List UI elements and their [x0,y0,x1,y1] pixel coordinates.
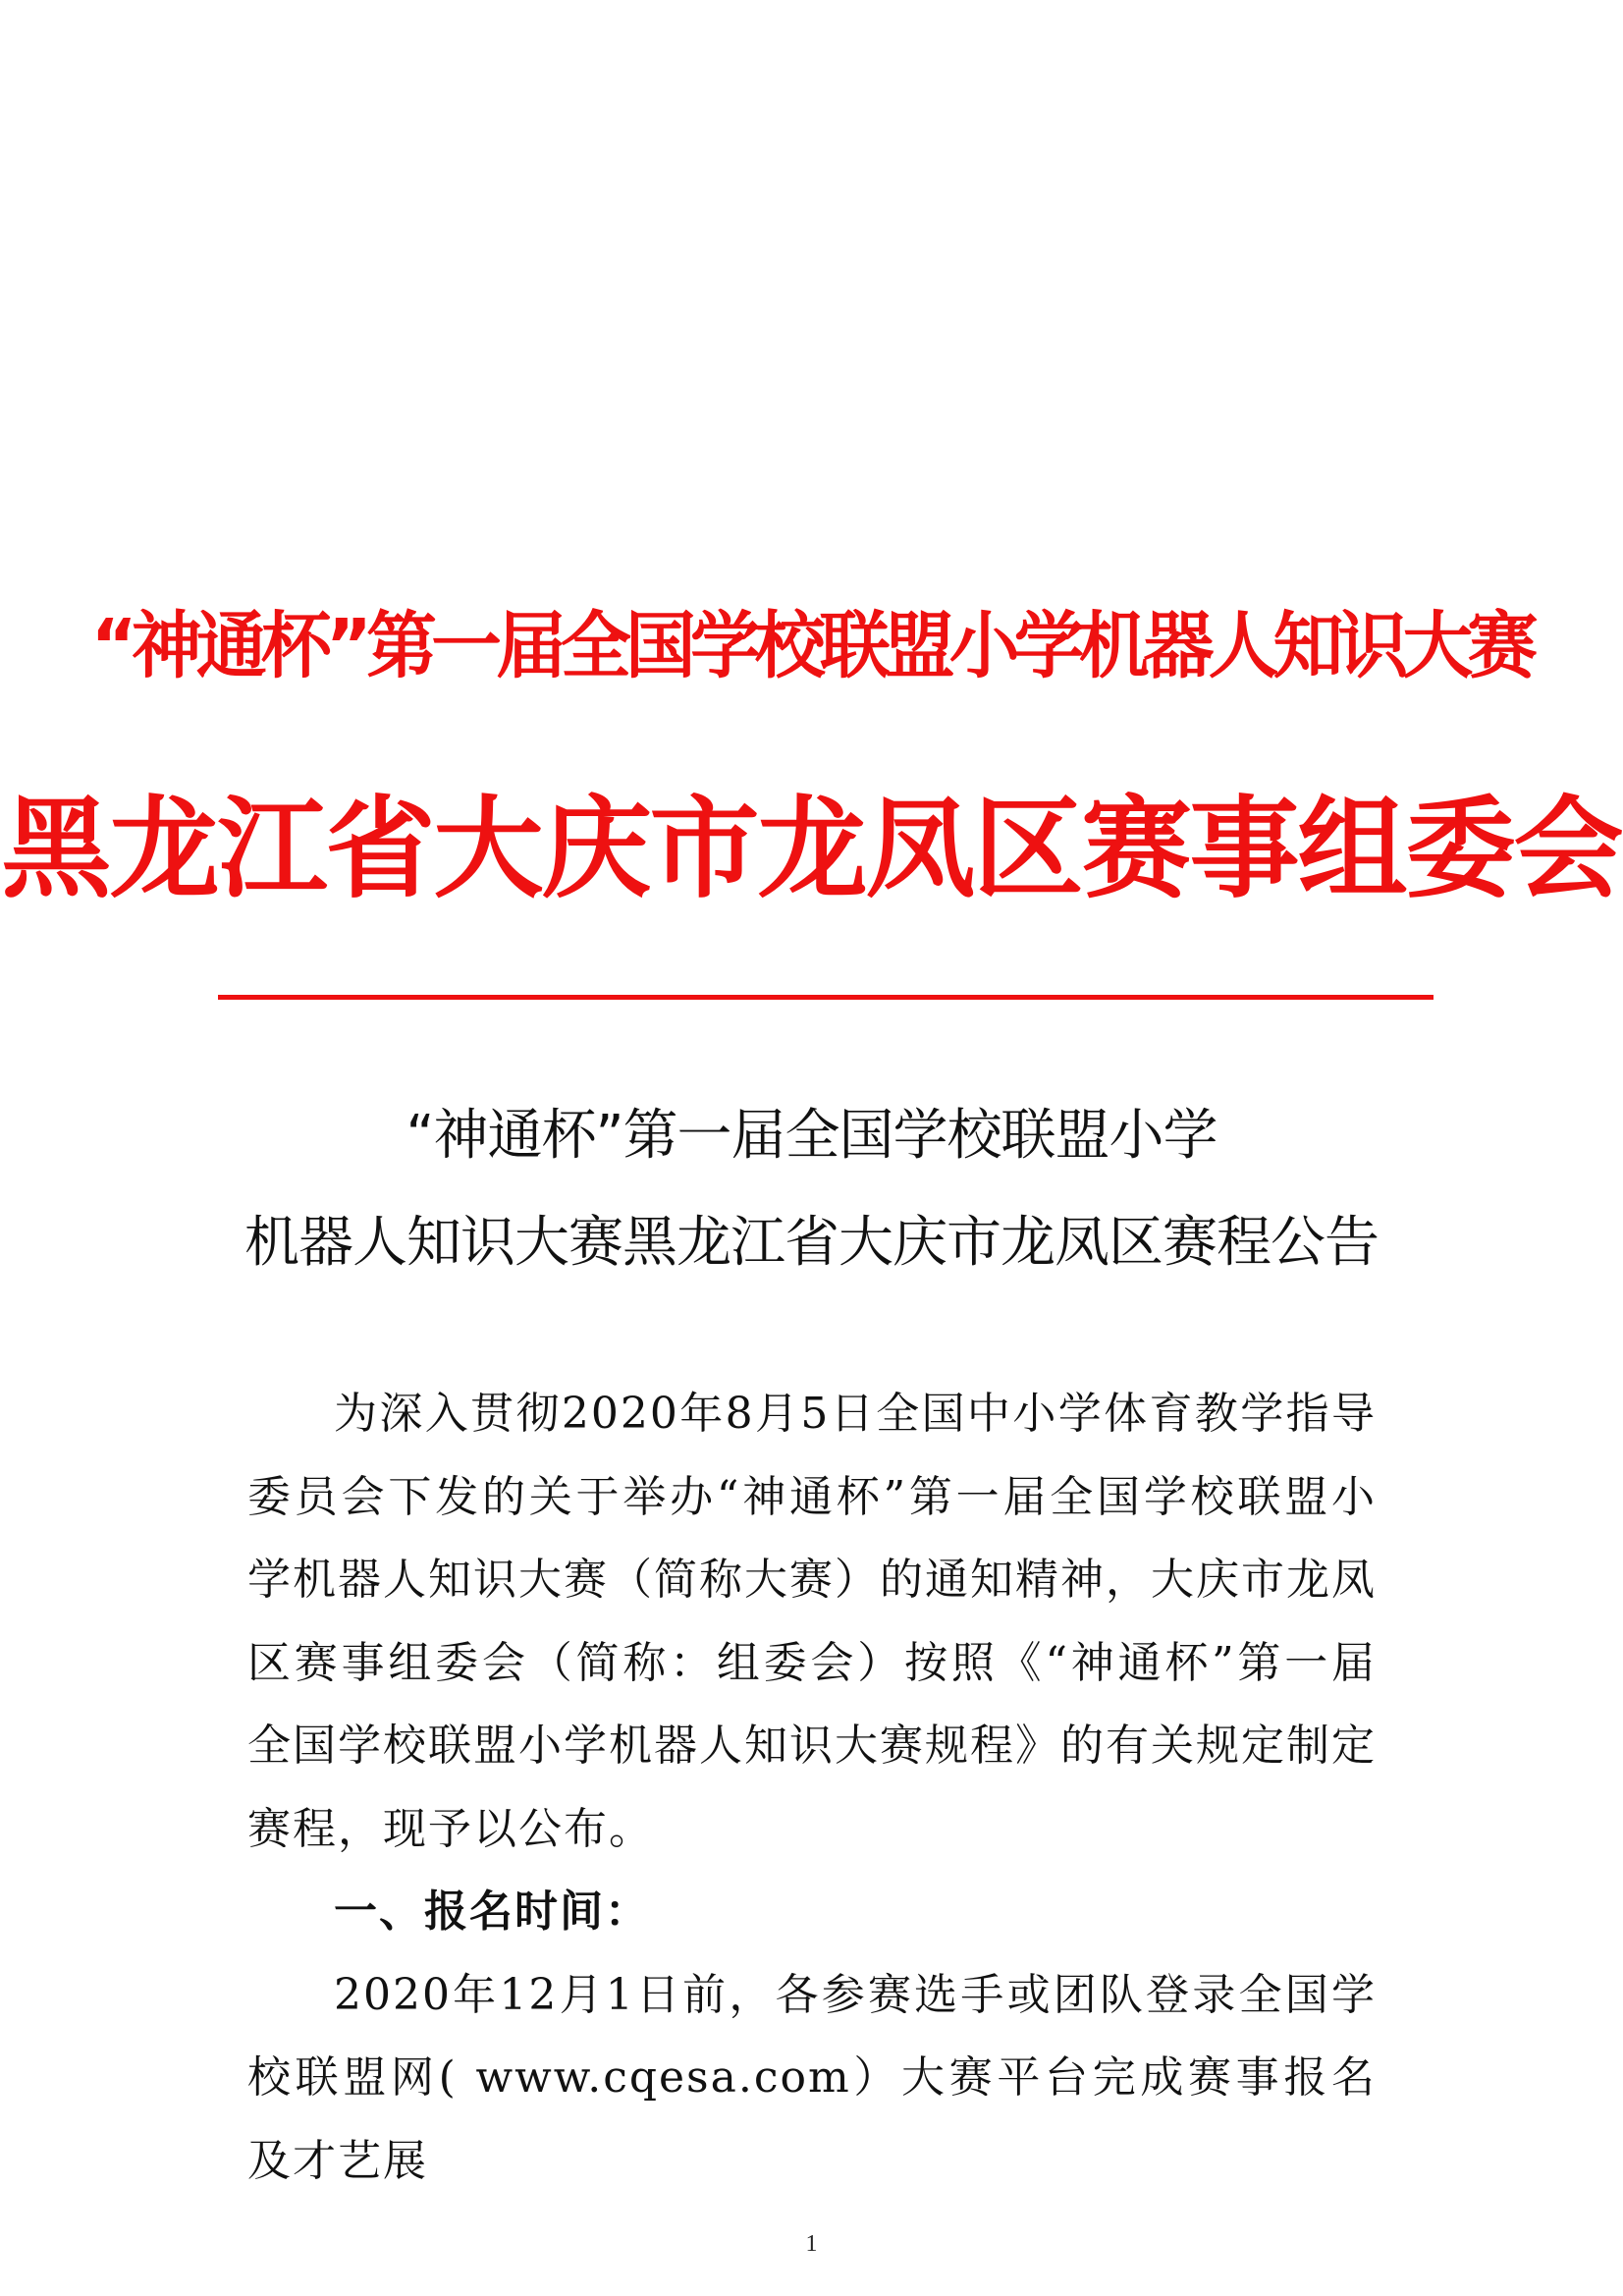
notice-title-line-1: “神通杯”第一届全国学校联盟小学 [406,1104,1217,1168]
header-organizer-title: 黑龙江省大庆市龙凤区赛事组委会 [1,786,1622,913]
intro-paragraph: 为深入贯彻2020年8月5日全国中小学体育教学指导委员会下发的关于举办“神通杯”第一届全国学校联盟小学机器人知识大赛（简称大赛）的通知精神，大庆市龙凤区赛事组委会（简称：组委会）按照《“神通杯”第一届全国学校联盟小学机器人知识大赛规程》的有关规定制定赛程，现予以公布。 [247,1389,1377,1854]
section-heading-registration-time: 一、报名时间： [334,1886,650,1937]
notice-body [247,1373,1377,2203]
header-competition-title: “神通杯”第一届全国学校联盟小学机器人知识大赛 [90,604,1533,688]
notice-title-line-2: 机器人知识大赛黑龙江省大庆市龙凤区赛程公告 [244,1211,1379,1275]
registration-paragraph: 2020年12月1日前，各参赛选手或团队登录全国学校联盟网( www.cqesa.com）大赛平台完成赛事报名及才艺展 [247,1969,1377,2186]
red-divider-rule [218,995,1434,1000]
page-number: 1 [805,2231,818,2257]
